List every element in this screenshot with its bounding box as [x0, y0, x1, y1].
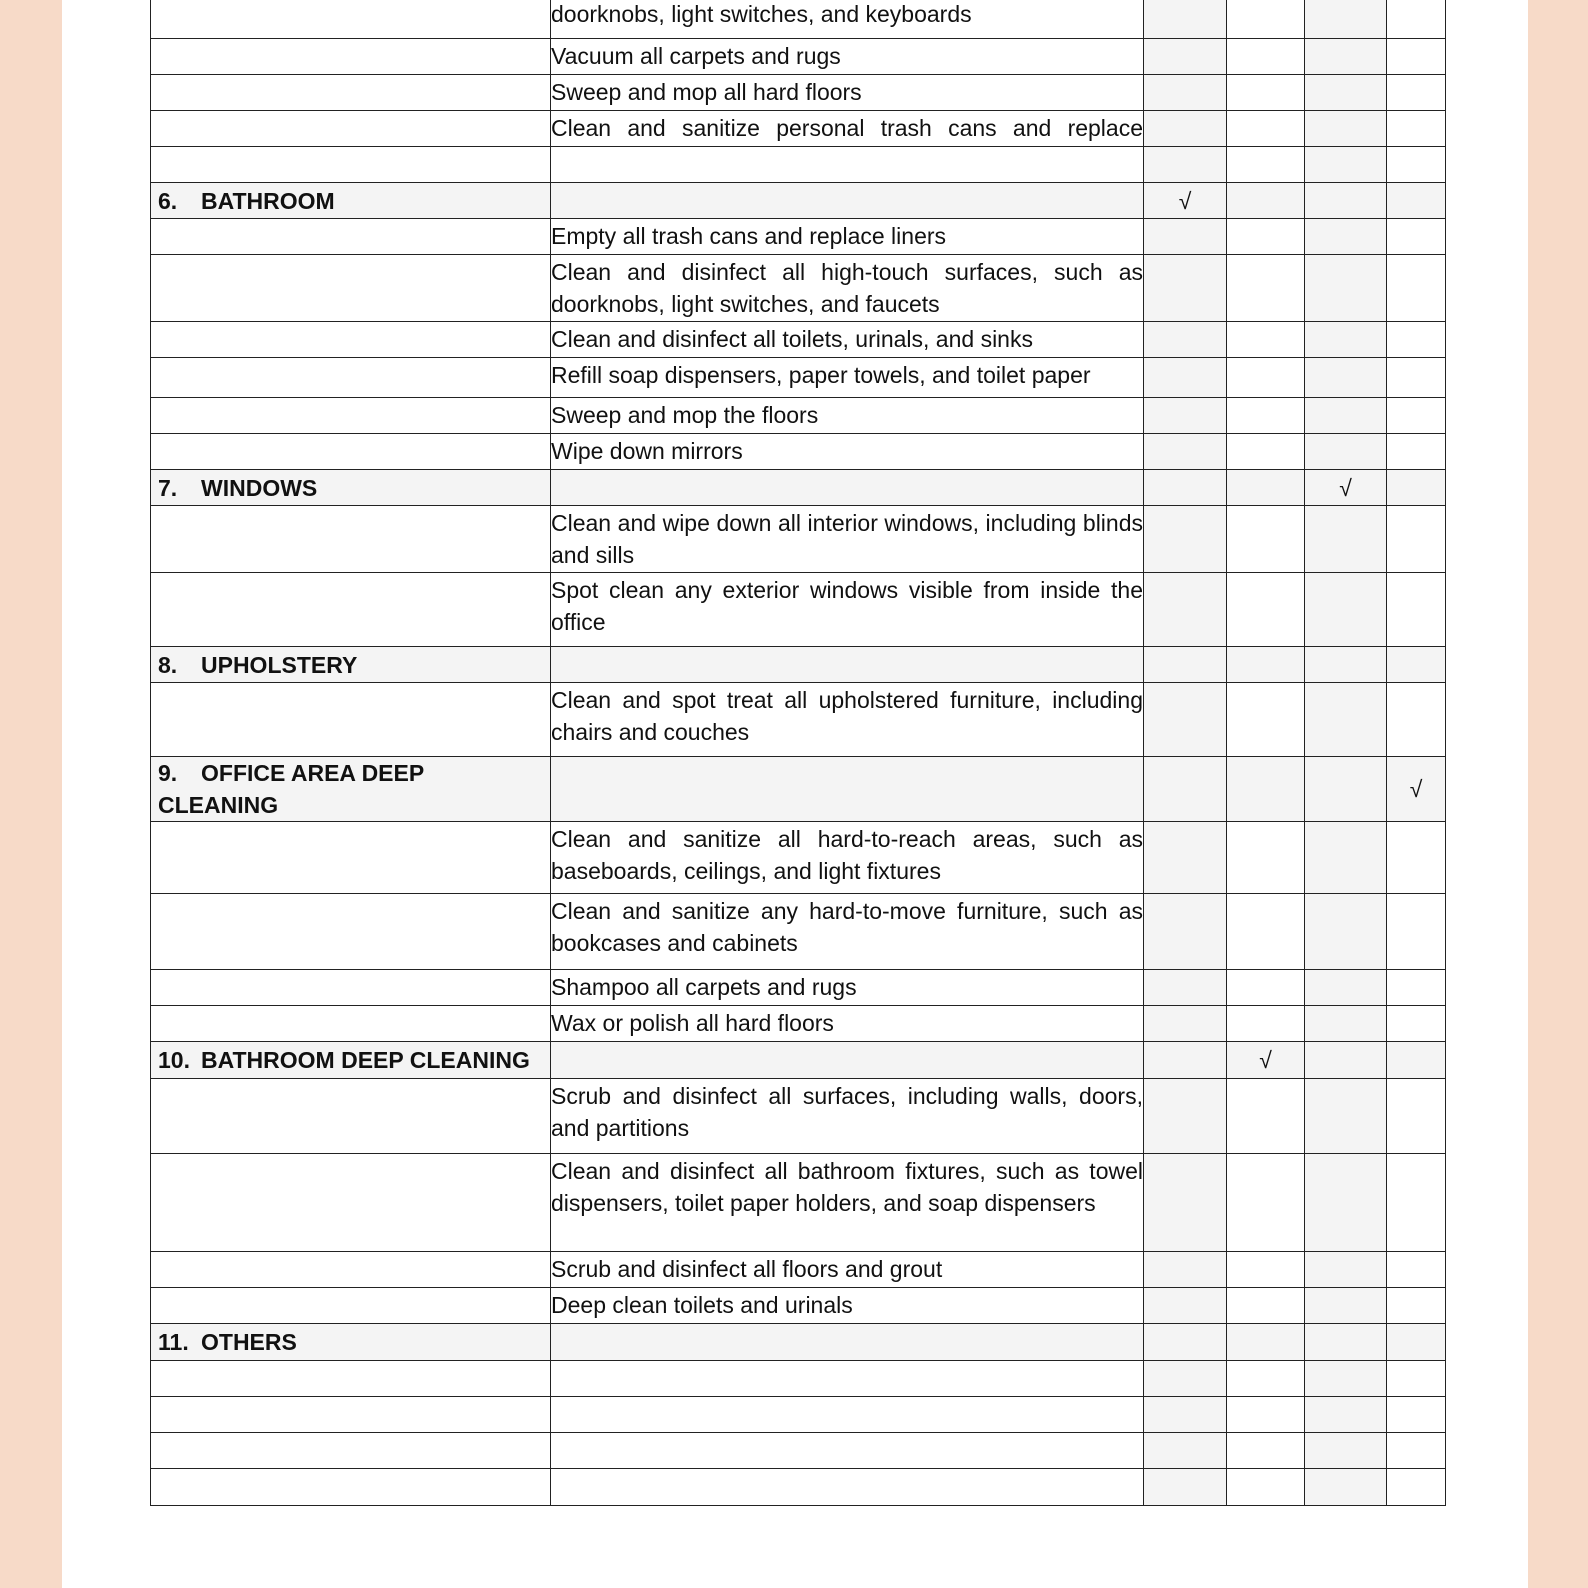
task-row — [151, 255, 1446, 322]
task-row — [151, 506, 1446, 573]
task-row — [151, 1079, 1446, 1154]
frequency-check-cell-2[interactable] — [1227, 894, 1305, 970]
frequency-check-cell-4[interactable] — [1387, 1288, 1446, 1324]
frequency-check-cell-2[interactable] — [1227, 822, 1305, 894]
task-row — [151, 111, 1446, 147]
category-cell — [151, 573, 551, 647]
category-cell — [151, 1469, 551, 1506]
frequency-check-cell-2[interactable] — [1227, 1433, 1305, 1469]
frequency-check-cell-3[interactable] — [1305, 573, 1387, 647]
frequency-check-cell-4[interactable] — [1387, 822, 1446, 894]
frequency-check-cell-3[interactable] — [1305, 219, 1387, 255]
task-row — [151, 1433, 1446, 1469]
category-cell — [151, 434, 551, 470]
category-name: WINDOWS — [201, 474, 318, 501]
frequency-check-cell-4[interactable]: √ — [1387, 757, 1446, 822]
frequency-check-cell-1[interactable] — [1144, 1079, 1227, 1154]
task-description: Clean and sanitize any hard-to-move furniture, such as bookcases and cabinets — [551, 894, 1144, 970]
category-name: OFFICE AREA DEEP CLEANING — [158, 760, 424, 818]
category-cell — [151, 1252, 551, 1288]
frequency-check-cell-1[interactable] — [1144, 255, 1227, 322]
frequency-check-cell-2[interactable]: √ — [1227, 1042, 1305, 1079]
task-description: Sweep and mop the floors — [551, 398, 1144, 434]
category-cell — [151, 39, 551, 75]
frequency-check-cell-4[interactable] — [1387, 183, 1446, 219]
task-description — [551, 147, 1144, 183]
category-cell — [151, 470, 551, 506]
task-description — [551, 1042, 1144, 1079]
frequency-check-cell-1[interactable]: √ — [1144, 183, 1227, 219]
category-row — [151, 647, 1446, 683]
task-description: Clean and disinfect all high-touch surfaces, such as doorknobs, light switches, and faucets — [551, 255, 1144, 322]
frequency-check-cell-1[interactable] — [1144, 147, 1227, 183]
frequency-check-cell-2[interactable] — [1227, 147, 1305, 183]
frequency-check-cell-4[interactable] — [1387, 1006, 1446, 1042]
task-row — [151, 1154, 1446, 1252]
frequency-check-cell-2[interactable] — [1227, 683, 1305, 757]
frequency-check-cell-1[interactable] — [1144, 1042, 1227, 1079]
frequency-check-cell-1[interactable] — [1144, 75, 1227, 111]
frequency-check-cell-3[interactable]: √ — [1305, 470, 1387, 506]
task-row — [151, 683, 1446, 757]
frequency-check-cell-2[interactable] — [1227, 1006, 1305, 1042]
frequency-check-cell-1[interactable] — [1144, 1361, 1227, 1397]
frequency-check-cell-3[interactable] — [1305, 822, 1387, 894]
task-description — [551, 1324, 1144, 1361]
task-row — [151, 39, 1446, 75]
frequency-check-cell-2[interactable] — [1227, 0, 1305, 39]
category-cell — [151, 683, 551, 757]
frequency-check-cell-1[interactable] — [1144, 1252, 1227, 1288]
frequency-check-cell-2[interactable] — [1227, 39, 1305, 75]
task-row — [151, 147, 1446, 183]
category-cell — [151, 1433, 551, 1469]
task-description: Wipe down mirrors — [551, 434, 1144, 470]
frequency-check-cell-3[interactable] — [1305, 1154, 1387, 1252]
frequency-check-cell-3[interactable] — [1305, 1397, 1387, 1433]
category-number: 10. — [158, 1047, 190, 1073]
task-description: Refill soap dispensers, paper towels, and toilet paper — [551, 358, 1144, 398]
task-row — [151, 822, 1446, 894]
category-cell — [151, 1324, 551, 1361]
category-cell — [151, 1361, 551, 1397]
frequency-check-cell-2[interactable] — [1227, 1397, 1305, 1433]
category-name: OTHERS — [201, 1329, 297, 1355]
task-row — [151, 1252, 1446, 1288]
frequency-check-cell-1[interactable] — [1144, 1324, 1227, 1361]
cleaning-checklist-table — [150, 0, 1446, 1506]
task-description: Clean and sanitize all hard-to-reach areas, such as baseboards, ceilings, and light fixtures — [551, 822, 1144, 894]
frequency-check-cell-3[interactable] — [1305, 1469, 1387, 1506]
frequency-check-cell-3[interactable] — [1305, 1361, 1387, 1397]
frequency-check-cell-2[interactable] — [1227, 1324, 1305, 1361]
frequency-check-cell-3[interactable] — [1305, 970, 1387, 1006]
category-cell — [151, 398, 551, 434]
frequency-check-cell-4[interactable] — [1387, 970, 1446, 1006]
task-description — [551, 647, 1144, 683]
category-cell — [151, 1006, 551, 1042]
frequency-check-cell-3[interactable] — [1305, 647, 1387, 683]
task-description: doorknobs, light switches, and keyboards — [551, 0, 1144, 39]
frequency-check-cell-1[interactable] — [1144, 822, 1227, 894]
frequency-check-cell-4[interactable] — [1387, 322, 1446, 358]
frequency-check-cell-3[interactable] — [1305, 1288, 1387, 1324]
category-cell — [151, 147, 551, 183]
category-cell — [151, 0, 551, 39]
task-description — [551, 757, 1144, 822]
frequency-check-cell-3[interactable] — [1305, 434, 1387, 470]
task-row — [151, 358, 1446, 398]
frequency-check-cell-2[interactable] — [1227, 183, 1305, 219]
task-row — [151, 219, 1446, 255]
task-description — [551, 1433, 1144, 1469]
category-cell — [151, 183, 551, 219]
task-row — [151, 434, 1446, 470]
category-row — [151, 470, 1446, 506]
frequency-check-cell-1[interactable] — [1144, 434, 1227, 470]
frequency-check-cell-4[interactable] — [1387, 1252, 1446, 1288]
category-name: BATHROOM — [201, 187, 335, 214]
task-row — [151, 0, 1446, 39]
task-row — [151, 1361, 1446, 1397]
task-row — [151, 1469, 1446, 1506]
category-cell — [151, 822, 551, 894]
frequency-check-cell-1[interactable] — [1144, 1469, 1227, 1506]
frequency-check-cell-2[interactable] — [1227, 1469, 1305, 1506]
task-row — [151, 1397, 1446, 1433]
frequency-check-cell-2[interactable] — [1227, 1361, 1305, 1397]
task-description: Wax or polish all hard floors — [551, 1006, 1144, 1042]
frequency-check-cell-4[interactable] — [1387, 1324, 1446, 1361]
frequency-check-cell-3[interactable] — [1305, 322, 1387, 358]
task-description: Vacuum all carpets and rugs — [551, 39, 1144, 75]
category-row — [151, 183, 1446, 219]
frequency-check-cell-1[interactable] — [1144, 111, 1227, 147]
task-description: Scrub and disinfect all surfaces, including walls, doors, and partitions — [551, 1079, 1144, 1154]
frequency-check-cell-1[interactable] — [1144, 647, 1227, 683]
frequency-check-cell-2[interactable] — [1227, 255, 1305, 322]
frequency-check-cell-1[interactable] — [1144, 322, 1227, 358]
frequency-check-cell-2[interactable] — [1227, 1154, 1305, 1252]
task-row — [151, 75, 1446, 111]
frequency-check-cell-2[interactable] — [1227, 219, 1305, 255]
category-cell — [151, 1397, 551, 1433]
frequency-check-cell-4[interactable] — [1387, 647, 1446, 683]
category-cell — [151, 1042, 551, 1079]
task-row — [151, 398, 1446, 434]
category-number: 11. — [158, 1329, 189, 1355]
task-row — [151, 1006, 1446, 1042]
category-cell — [151, 358, 551, 398]
frequency-check-cell-2[interactable] — [1227, 434, 1305, 470]
task-description — [551, 1361, 1144, 1397]
frequency-check-cell-4[interactable] — [1387, 506, 1446, 573]
task-description: Scrub and disinfect all floors and grout — [551, 1252, 1144, 1288]
category-row — [151, 757, 1446, 822]
frequency-check-cell-3[interactable] — [1305, 75, 1387, 111]
frequency-check-cell-2[interactable] — [1227, 398, 1305, 434]
task-description: Clean and spot treat all upholstered furniture, including chairs and couches — [551, 683, 1144, 757]
frequency-check-cell-3[interactable] — [1305, 255, 1387, 322]
category-number: 9. — [158, 760, 178, 786]
task-row — [151, 894, 1446, 970]
frequency-check-cell-4[interactable] — [1387, 75, 1446, 111]
task-description: Clean and disinfect all bathroom fixtures, such as towel dispensers, toilet paper holders, and soap dispensers — [551, 1154, 1144, 1252]
category-cell — [151, 1154, 551, 1252]
frequency-check-cell-1[interactable] — [1144, 970, 1227, 1006]
frequency-check-cell-1[interactable] — [1144, 894, 1227, 970]
frequency-check-cell-1[interactable] — [1144, 219, 1227, 255]
frequency-check-cell-4[interactable] — [1387, 1079, 1446, 1154]
task-description: Shampoo all carpets and rugs — [551, 970, 1144, 1006]
frequency-check-cell-3[interactable] — [1305, 358, 1387, 398]
task-description — [551, 183, 1144, 219]
frequency-check-cell-3[interactable] — [1305, 757, 1387, 822]
frequency-check-cell-2[interactable] — [1227, 757, 1305, 822]
category-cell — [151, 1079, 551, 1154]
task-row — [151, 573, 1446, 647]
frequency-check-cell-4[interactable] — [1387, 894, 1446, 970]
frequency-check-cell-1[interactable] — [1144, 470, 1227, 506]
frequency-check-cell-4[interactable] — [1387, 683, 1446, 757]
category-number: 6. — [158, 187, 178, 214]
frequency-check-cell-4[interactable] — [1387, 1469, 1446, 1506]
frequency-check-cell-3[interactable] — [1305, 183, 1387, 219]
frequency-check-cell-3[interactable] — [1305, 1324, 1387, 1361]
category-cell — [151, 970, 551, 1006]
category-cell — [151, 757, 551, 822]
category-name: UPHOLSTERY — [201, 651, 358, 678]
frequency-check-cell-4[interactable] — [1387, 219, 1446, 255]
frequency-check-cell-1[interactable] — [1144, 1397, 1227, 1433]
frequency-check-cell-2[interactable] — [1227, 322, 1305, 358]
task-description: Deep clean toilets and urinals — [551, 1288, 1144, 1324]
category-name: BATHROOM DEEP CLEANING — [201, 1047, 530, 1073]
frequency-check-cell-1[interactable] — [1144, 1154, 1227, 1252]
frequency-check-cell-3[interactable] — [1305, 147, 1387, 183]
frequency-check-cell-2[interactable] — [1227, 111, 1305, 147]
frequency-check-cell-3[interactable] — [1305, 1006, 1387, 1042]
frequency-check-cell-4[interactable] — [1387, 1397, 1446, 1433]
category-cell — [151, 1288, 551, 1324]
task-row — [151, 970, 1446, 1006]
frequency-check-cell-4[interactable] — [1387, 0, 1446, 39]
frequency-check-cell-1[interactable] — [1144, 1433, 1227, 1469]
category-cell — [151, 647, 551, 683]
frequency-check-cell-3[interactable] — [1305, 1252, 1387, 1288]
frequency-check-cell-1[interactable] — [1144, 398, 1227, 434]
frequency-check-cell-4[interactable] — [1387, 573, 1446, 647]
frequency-check-cell-4[interactable] — [1387, 358, 1446, 398]
right-margin-band — [1528, 0, 1588, 1588]
frequency-check-cell-1[interactable] — [1144, 683, 1227, 757]
frequency-check-cell-1[interactable] — [1144, 757, 1227, 822]
frequency-check-cell-2[interactable] — [1227, 1079, 1305, 1154]
frequency-check-cell-3[interactable] — [1305, 1433, 1387, 1469]
frequency-check-cell-1[interactable] — [1144, 1288, 1227, 1324]
task-description — [551, 1469, 1144, 1506]
frequency-check-cell-3[interactable] — [1305, 398, 1387, 434]
frequency-check-cell-4[interactable] — [1387, 434, 1446, 470]
category-cell — [151, 255, 551, 322]
task-description: Empty all trash cans and replace liners — [551, 219, 1144, 255]
frequency-check-cell-2[interactable] — [1227, 1288, 1305, 1324]
task-description — [551, 1397, 1144, 1433]
frequency-check-cell-3[interactable] — [1305, 111, 1387, 147]
category-row — [151, 1324, 1446, 1361]
frequency-check-cell-1[interactable] — [1144, 39, 1227, 75]
frequency-check-cell-4[interactable] — [1387, 470, 1446, 506]
category-cell — [151, 894, 551, 970]
frequency-check-cell-1[interactable] — [1144, 0, 1227, 39]
frequency-check-cell-1[interactable] — [1144, 573, 1227, 647]
frequency-check-cell-4[interactable] — [1387, 1433, 1446, 1469]
task-row — [151, 322, 1446, 358]
frequency-check-cell-1[interactable] — [1144, 1006, 1227, 1042]
frequency-check-cell-4[interactable] — [1387, 398, 1446, 434]
task-description: Clean and wipe down all interior windows, including blinds and sills — [551, 506, 1144, 573]
frequency-check-cell-1[interactable] — [1144, 358, 1227, 398]
frequency-check-cell-3[interactable] — [1305, 894, 1387, 970]
frequency-check-cell-3[interactable] — [1305, 506, 1387, 573]
frequency-check-cell-4[interactable] — [1387, 1361, 1446, 1397]
frequency-check-cell-3[interactable] — [1305, 1042, 1387, 1079]
frequency-check-cell-4[interactable] — [1387, 39, 1446, 75]
category-cell — [151, 506, 551, 573]
category-cell — [151, 111, 551, 147]
frequency-check-cell-2[interactable] — [1227, 470, 1305, 506]
frequency-check-cell-3[interactable] — [1305, 0, 1387, 39]
frequency-check-cell-2[interactable] — [1227, 970, 1305, 1006]
category-row — [151, 1042, 1446, 1079]
task-description: Spot clean any exterior windows visible from inside the office — [551, 573, 1144, 647]
frequency-check-cell-2[interactable] — [1227, 506, 1305, 573]
frequency-check-cell-4[interactable] — [1387, 111, 1446, 147]
category-number: 8. — [158, 651, 178, 678]
frequency-check-cell-4[interactable] — [1387, 1154, 1446, 1252]
frequency-check-cell-3[interactable] — [1305, 39, 1387, 75]
frequency-check-cell-3[interactable] — [1305, 1079, 1387, 1154]
frequency-check-cell-4[interactable] — [1387, 147, 1446, 183]
category-cell — [151, 322, 551, 358]
task-row — [151, 1288, 1446, 1324]
frequency-check-cell-3[interactable] — [1305, 683, 1387, 757]
task-description: Clean and sanitize personal trash cans and replace — [551, 111, 1144, 147]
task-description: Clean and disinfect all toilets, urinals, and sinks — [551, 322, 1144, 358]
frequency-check-cell-4[interactable] — [1387, 1042, 1446, 1079]
frequency-check-cell-4[interactable] — [1387, 255, 1446, 322]
frequency-check-cell-2[interactable] — [1227, 647, 1305, 683]
category-number: 7. — [158, 474, 178, 501]
frequency-check-cell-1[interactable] — [1144, 506, 1227, 573]
category-cell — [151, 219, 551, 255]
document-page — [62, 0, 1528, 1588]
category-cell — [151, 75, 551, 111]
frequency-check-cell-2[interactable] — [1227, 358, 1305, 398]
task-description: Sweep and mop all hard floors — [551, 75, 1144, 111]
frequency-check-cell-2[interactable] — [1227, 1252, 1305, 1288]
frequency-check-cell-2[interactable] — [1227, 75, 1305, 111]
frequency-check-cell-2[interactable] — [1227, 573, 1305, 647]
task-description — [551, 470, 1144, 506]
left-margin-band — [0, 0, 62, 1588]
